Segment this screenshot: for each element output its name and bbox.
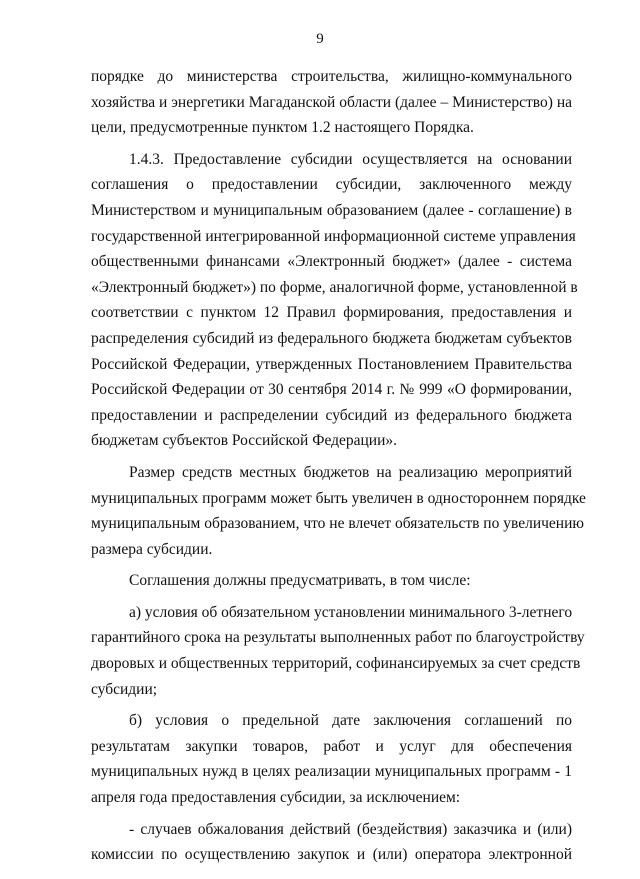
paragraph: [91, 460, 586, 562]
text-line: порядке до министерства строительства, жилищно-коммунального: [91, 68, 572, 85]
text-line: государственной интегрированной информационной системе управления: [91, 227, 576, 245]
text-line: муниципальных нужд в целях реализации муниципальных программ - 1: [91, 763, 572, 781]
text-line: Российской Федерации, утвержденных Постановлением Правительства: [91, 355, 572, 373]
text-line: гарантийного срока на результаты выполненных работ по благоустройству: [91, 629, 585, 647]
text-line: а) условия об обязательном установлении минимального 3-летнего: [129, 603, 573, 621]
paragraph: [91, 64, 572, 141]
text-line: апреля года предоставления субсидии, за исключением:: [91, 789, 461, 807]
text-line: дворовых и общественных территорий, софинансируемых за счет средств: [91, 655, 581, 673]
text-line: 1.4.3. Предоставление субсидии осуществляется на основании: [129, 150, 572, 168]
text-line: результатам закупки товаров, работ и услуг для обеспечения: [91, 737, 572, 755]
text-line: общественными финансами «Электронный бюджет» (далее - система: [91, 253, 572, 271]
text-line: распределения субсидий из федерального бюджета бюджетам субъектов: [91, 329, 572, 347]
text-line: - случаев обжалования действий (бездействия) заказчика и (или): [129, 820, 572, 838]
paragraph: [91, 708, 572, 810]
paragraph: [91, 817, 572, 868]
text-line: бюджетам субъектов Российской Федерации».: [91, 432, 398, 450]
document-body: [91, 64, 586, 868]
text-line: соглашения о предоставлении субсидии, заключенного между: [91, 176, 572, 194]
paragraph: [91, 147, 578, 454]
text-line: Размер средств местных бюджетов на реализацию мероприятий: [129, 463, 572, 481]
text-line: размера субсидии.: [91, 540, 213, 558]
text-line: комиссии по осуществлению закупок и (или) оператора электронной: [91, 846, 572, 864]
text-line: Российской Федерации от 30 сентября 2014 г. № 999 «О формировании,: [91, 381, 572, 399]
text-line: б) условия о предельной дате заключения соглашений по: [129, 712, 572, 730]
text-line: хозяйства и энергетики Магаданской области (далее – Министерство) на: [91, 93, 572, 111]
text-line: цели, предусмотренные пунктом 1.2 настоящего Порядка.: [91, 119, 474, 137]
text-line: субсидии;: [91, 680, 158, 698]
text-line: предоставлении и распределении субсидий из федерального бюджета: [91, 406, 572, 424]
text-line: муниципальным образованием, что не влечет обязательств по увеличению: [91, 515, 584, 533]
text-line: Министерством и муниципальным образованием (далее - соглашение) в: [91, 201, 572, 219]
paragraph: [91, 568, 572, 594]
text-line: Соглашения должны предусматривать, в том числе:: [129, 572, 471, 590]
paragraph: [91, 600, 585, 702]
text-line: «Электронный бюджет») по форме, аналогичной форме, установленной в: [91, 278, 578, 296]
text-line: соответствии с пунктом 12 Правил формирования, предоставления и: [91, 304, 572, 322]
page-number: 9: [316, 31, 324, 47]
text-line: муниципальных программ может быть увеличен в одностороннем порядке: [91, 489, 586, 507]
